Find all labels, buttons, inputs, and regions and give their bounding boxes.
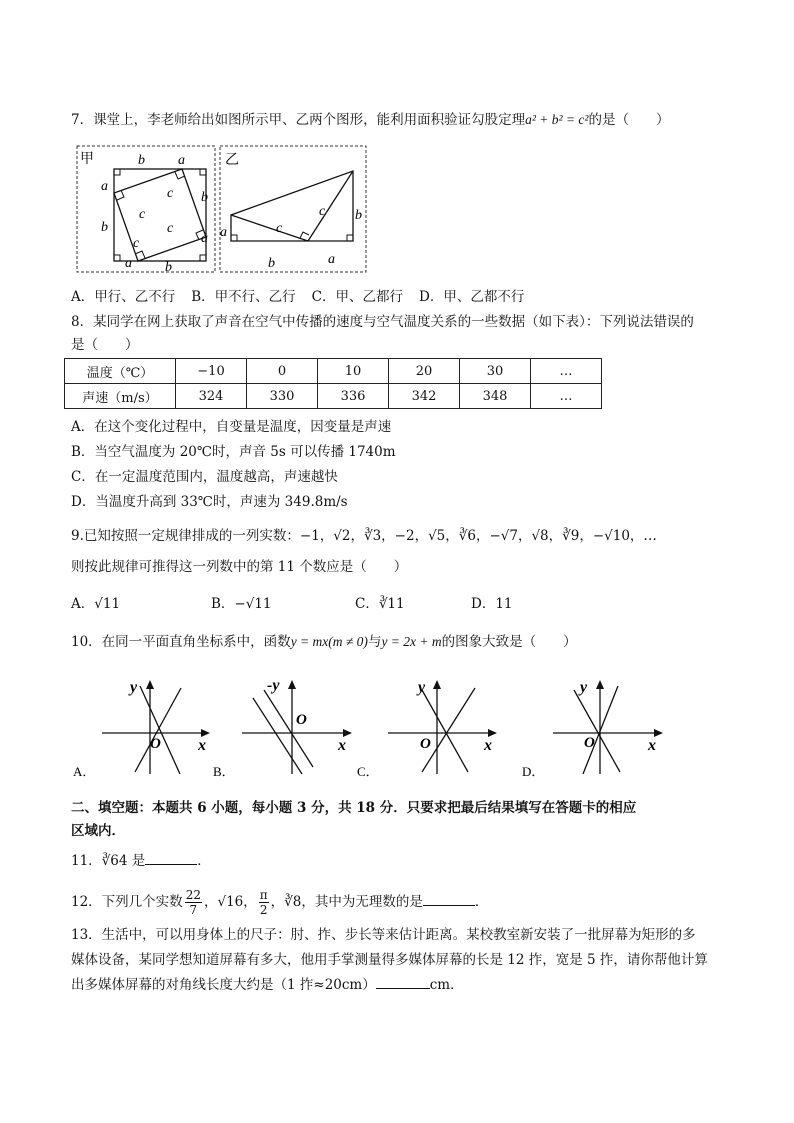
fig-jia-outer-square	[114, 169, 206, 261]
q13-line3: 出多媒体屏幕的对角线长度大约是（1 拃≈20cm） cm．	[71, 977, 464, 993]
q9-option-c[interactable]: C．∛11	[355, 596, 405, 612]
q7-options	[71, 288, 524, 306]
graph-option-b: B．	[213, 764, 235, 779]
svg-text:a: a	[220, 225, 227, 240]
q8-data-table	[64, 358, 602, 409]
pythagoras-formula: a² + b² = c²	[525, 112, 589, 127]
graph-option-c: C．	[357, 764, 379, 779]
fraction-22-7: $\frac{22}{7}$	[185, 888, 201, 917]
svg-text:b: b	[165, 260, 172, 275]
q10-stem: 10．在同一平面直角坐标系中，函数y = mx(m ≠ 0)与y = 2x + m的图象大致是（ ）	[71, 634, 577, 650]
q9-stem-line2: 则按此规律可推得这一列数中的第 11 个数应是（ ）	[71, 559, 408, 575]
section2-heading-line2: 区域内．	[71, 823, 125, 839]
svg-text:a: a	[101, 179, 108, 194]
svg-text:a: a	[125, 256, 132, 271]
fraction-pi-2: $\frac{\pi}{2}$	[259, 888, 268, 917]
q7-option-b[interactable]: B．甲不行、乙行	[191, 289, 296, 305]
svg-text:O: O	[584, 735, 595, 751]
table-row: 声速（m/s） 324 330 336 342 348 …	[65, 384, 602, 409]
q11-answer-blank[interactable]	[145, 864, 197, 865]
svg-text:c: c	[319, 204, 326, 219]
q7-stem: 7．课堂上，李老师给出如图所示甲、乙两个图形，能利用面积验证勾股定理a² + b² = c²的是（ ）	[71, 112, 670, 128]
svg-text:a: a	[178, 153, 185, 168]
q9-stem-line1: 9.已知按照一定规律排成的一列实数：−1，√2，∛3，−2，√5，∛6，−√7，√8，∛9，−√10，…	[71, 528, 657, 544]
graph-a	[73, 679, 210, 779]
q10-func2: y = 2x + m	[381, 634, 442, 649]
svg-text:O: O	[150, 736, 161, 752]
q8-option-b[interactable]: B．当空气温度为 20℃时，声音 5s 可以传播 1740m	[71, 444, 396, 460]
q9-option-d[interactable]: D．11	[471, 596, 513, 612]
fig-jia-frame	[77, 146, 215, 272]
q8-option-c[interactable]: C．在一定温度范围内，温度越高，声速越快	[71, 469, 338, 485]
fig-yi-label: 乙	[225, 153, 239, 168]
svg-text:c: c	[276, 221, 283, 236]
q8-option-a[interactable]: A．在这个变化过程中，自变量是温度，因变量是声速	[71, 419, 392, 435]
svg-text:c: c	[167, 186, 174, 201]
svg-text:c: c	[139, 207, 146, 222]
fig-yi-frame	[220, 146, 366, 272]
q13-answer-blank[interactable]	[376, 988, 430, 989]
q10-func1: y = mx(m ≠ 0)	[290, 634, 368, 649]
fig-jia-label: 甲	[80, 152, 94, 167]
graph-d	[522, 679, 663, 779]
q7-option-c[interactable]: C．甲、乙都行	[311, 289, 404, 305]
svg-text:b: b	[201, 190, 208, 205]
svg-text:a: a	[328, 252, 335, 267]
svg-text:x: x	[484, 737, 492, 754]
table-row: 温度（℃） −10 0 10 20 30 …	[65, 359, 602, 384]
q7-figures	[74, 143, 370, 275]
q7-option-a[interactable]: A．甲行、乙不行	[71, 289, 176, 305]
svg-text:a: a	[201, 231, 208, 246]
graph-b	[213, 677, 352, 779]
svg-text:x: x	[338, 737, 346, 754]
q8-stem-line2: 是（ ）	[71, 337, 139, 353]
svg-text:b: b	[101, 220, 108, 235]
graph-option-d: D．	[522, 764, 545, 779]
graph-option-a: A．	[73, 764, 96, 779]
svg-text:b: b	[355, 208, 362, 223]
q8-option-d[interactable]: D．当温度升高到 33℃时，声速为 349.8m/s	[71, 494, 348, 510]
q12-answer-blank[interactable]	[423, 905, 475, 906]
graph-c	[357, 679, 497, 779]
q13-line2: 媒体设备，某同学想知道屏幕有多大，他用手掌测量得多媒体屏幕的长是 12 拃，宽是 5 拃，请你帮他计算	[71, 952, 708, 968]
svg-text:O: O	[296, 712, 307, 728]
fig-yi-trapezoid	[231, 171, 353, 241]
svg-text:x: x	[198, 737, 206, 754]
svg-text:c: c	[133, 236, 140, 251]
svg-text:b: b	[138, 153, 145, 168]
q10-graphs	[70, 668, 670, 780]
fig-jia-inner-square	[114, 169, 206, 261]
svg-text:y: y	[418, 679, 426, 696]
q11: 11．∛64 是 ．	[71, 853, 211, 869]
svg-text:b: b	[268, 256, 275, 271]
svg-text:c: c	[167, 221, 174, 236]
svg-text:-y: -y	[267, 677, 280, 694]
q7-option-d[interactable]: D．甲、乙都不行	[419, 289, 525, 305]
svg-text:O: O	[420, 736, 431, 752]
svg-text:x: x	[648, 737, 656, 754]
svg-text:y: y	[580, 679, 588, 696]
section2-heading-line1: 二、填空题：本题共 6 小题，每小题 3 分，共 18 分．只要求把最后结果填写在答题卡的相应	[71, 800, 637, 816]
q12: 12．下列几个实数 $\frac{22}{7}$ ，√16， $\frac{\pi}{2}$ ，∛8，其中为无理数的是 ．	[71, 888, 489, 917]
q8-stem-line1: 8．某同学在网上获取了声音在空气中传播的速度与空气温度关系的一些数据（如下表）：下列说法错误的	[71, 314, 694, 330]
svg-text:y: y	[130, 679, 138, 696]
q9-option-a[interactable]: A．√11	[71, 596, 121, 612]
q13-line1: 13．生活中，可以用身体上的尺子：肘、拃、步长等来估计距离。某校教室新安装了一批屏幕为矩形的多	[71, 927, 696, 943]
q9-options	[71, 595, 513, 613]
q9-option-b[interactable]: B．−√11	[211, 596, 272, 612]
